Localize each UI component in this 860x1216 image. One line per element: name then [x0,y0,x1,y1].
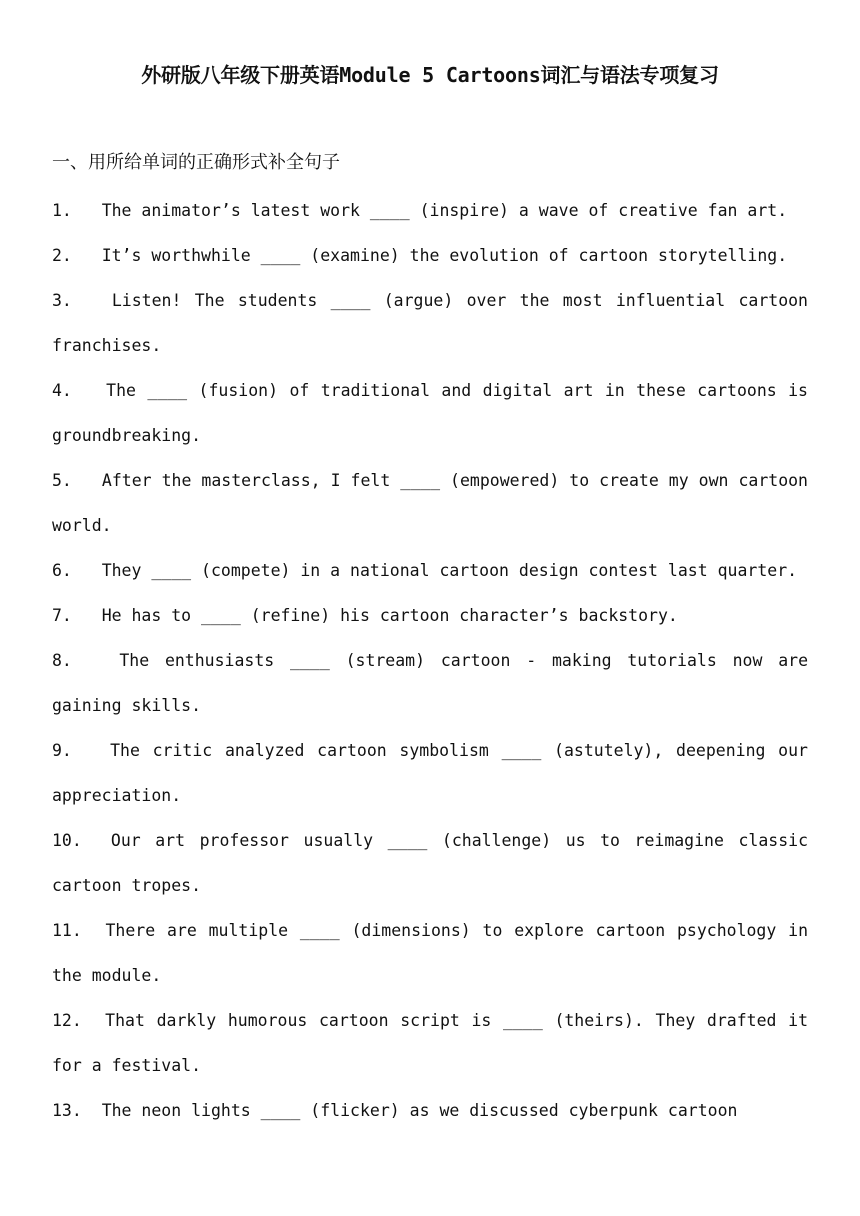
question-number: 6. [52,561,72,580]
question-number: 2. [52,246,72,265]
question-text: Our art professor usually ____ (challenge) us to reimagine classic cartoon tropes. [52,831,808,895]
question-text: The neon lights ____ (flicker) as we discussed cyberpunk cartoon [101,1101,738,1120]
question-number: 10. [52,831,82,850]
question-number: 13. [52,1101,82,1120]
question-item [52,278,808,368]
question-text: He has to ____ (refine) his cartoon character’s backstory. [101,606,678,625]
question-number: 9. [52,741,72,760]
section-heading: 一、用所给单词的正确形式补全句子 [52,152,340,173]
question-item [52,548,808,593]
question-number: 4. [52,381,72,400]
question-text: They ____ (compete) in a national cartoon design contest last quarter. [101,561,798,580]
question-number: 5. [52,471,72,490]
question-item [52,1088,808,1133]
question-number: 12. [52,1011,82,1030]
question-text: The enthusiasts ____ (stream) cartoon - making tutorials now are gaining skills. [52,651,809,715]
question-text: That darkly humorous cartoon script is ____ (theirs). They drafted it for a festival. [52,1011,809,1075]
question-list [52,188,808,1133]
question-text: There are multiple ____ (dimensions) to explore cartoon psychology in the module. [52,921,808,985]
question-text: Listen! The students ____ (argue) over the most influential cartoon franchises. [52,291,808,355]
question-text: The animator’s latest work ____ (inspire) a wave of creative fan art. [101,201,788,220]
question-item [52,818,808,908]
document-title: 外研版八年级下册英语Module 5 Cartoons词汇与语法专项复习 [141,63,719,87]
question-item [52,188,808,233]
question-number: 11. [52,921,82,940]
question-number: 3. [52,291,72,310]
question-item [52,638,808,728]
question-text: The critic analyzed cartoon symbolism ____ (astutely), deepening our appreciation. [52,741,808,805]
question-item [52,593,808,638]
question-item [52,458,808,548]
question-number: 1. [52,201,72,220]
question-text: After the masterclass, I felt ____ (empowered) to create my own cartoon world. [52,471,808,535]
question-text: It’s worthwhile ____ (examine) the evolution of cartoon storytelling. [101,246,788,265]
question-item [52,908,808,998]
question-item [52,998,808,1088]
question-number: 8. [52,651,72,670]
question-text: The ____ (fusion) of traditional and digital art in these cartoons is groundbreaking. [52,381,808,445]
question-item [52,728,808,818]
question-item [52,233,808,278]
question-number: 7. [52,606,72,625]
question-item [52,368,808,458]
